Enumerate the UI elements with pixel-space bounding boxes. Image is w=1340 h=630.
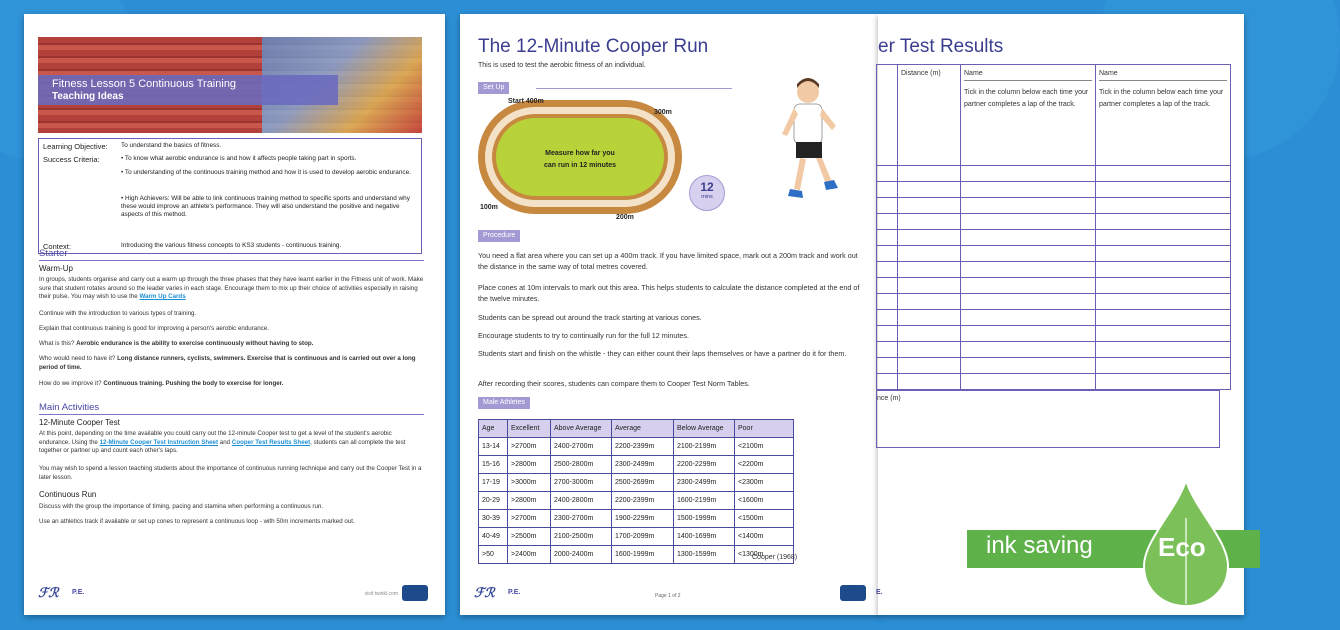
page-footer bbox=[38, 583, 428, 605]
eco-label: Eco bbox=[1158, 532, 1206, 562]
main-paragraph: Discuss with the group the importance of timing, pacing and stamina when performing a continuous run. bbox=[39, 503, 324, 510]
distance-200m-label: 200m bbox=[616, 214, 634, 221]
table-cell: >2400m bbox=[508, 546, 551, 564]
table-row bbox=[877, 198, 1231, 214]
ink-saving-text: ink saving bbox=[986, 532, 1093, 559]
intro-text: This is used to test the aerobic fitness of an individual. bbox=[478, 62, 646, 69]
banner-subtitle: Teaching Ideas bbox=[52, 91, 124, 102]
table-cell: 1500-1999m bbox=[674, 510, 735, 528]
table-row bbox=[479, 474, 794, 492]
table-cell: 1900-2299m bbox=[612, 510, 674, 528]
table-row bbox=[479, 510, 794, 528]
paragraph-text: In groups, students organise and carry out a warm up through the three phases that they have learnt earlier in the Fitness unit of work. Make sure that student rotates around so the leader varies in each stage. Encourage them to mix up their choice of activities especially in raising their pulse. You may wish to use the bbox=[39, 276, 424, 301]
footer-subject: E. bbox=[876, 589, 883, 596]
tick-instructions: Tick in the column below each time your partner completes a lap of the track. bbox=[1099, 89, 1224, 108]
starter-paragraph: Continue with the introduction to various types of training. bbox=[39, 310, 197, 317]
answer-text: Aerobic endurance is the ability to exercise continuously without having to stop. bbox=[76, 340, 314, 347]
procedure-paragraph: Encourage students to try to continually run for the full 12 minutes. bbox=[478, 331, 689, 340]
table-header-row bbox=[479, 420, 794, 438]
table-header-row bbox=[877, 65, 1231, 166]
divider bbox=[536, 88, 732, 89]
table-cell: >2500m bbox=[508, 528, 551, 546]
success-item: • High Achievers: Will be able to link continuous training method to specific sports and understand why these would improve an athlete's performance. They will also understand the positive and negative aspects of this method. bbox=[121, 195, 410, 218]
table-row bbox=[877, 326, 1231, 342]
starter-paragraph bbox=[39, 340, 424, 349]
table-row bbox=[877, 278, 1231, 294]
table-cell: 40-49 bbox=[479, 528, 508, 546]
context-text: Introducing the various fitness concepts to KS3 students - continuous training. bbox=[121, 242, 342, 249]
running-track bbox=[478, 100, 682, 214]
banner-strip bbox=[38, 75, 338, 105]
table-row bbox=[877, 310, 1231, 326]
table-cell: 2300-2499m bbox=[612, 456, 674, 474]
table-cell: >2700m bbox=[508, 438, 551, 456]
table-cell: 2200-2399m bbox=[612, 492, 674, 510]
page-title: er Test Results bbox=[878, 36, 1004, 57]
footer-url[interactable]: visit twinkl.com bbox=[364, 591, 398, 597]
table-row bbox=[479, 492, 794, 510]
table-cell: 15-16 bbox=[479, 456, 508, 474]
table-row bbox=[877, 374, 1231, 390]
warm-up-heading: Warm-Up bbox=[39, 264, 73, 273]
table-cell: <2100m bbox=[735, 438, 794, 456]
procedure-paragraph: After recording their scores, students can compare them to Cooper Test Norm Tables. bbox=[478, 379, 750, 388]
name-column-label: Name bbox=[1099, 70, 1118, 77]
table-header-cell bbox=[961, 65, 1096, 166]
banner-title: Fitness Lesson 5 Continuous Training bbox=[52, 78, 237, 90]
starter-paragraph bbox=[39, 380, 424, 389]
cooper-run-page bbox=[460, 14, 880, 615]
footer-subject: P.E. bbox=[508, 589, 521, 596]
table-cell: <1500m bbox=[735, 510, 794, 528]
procedure-paragraph: Students start and finish on the whistle - they can either count their laps themselves or have a partner do it for them. bbox=[478, 349, 847, 358]
table-header-cell: Average bbox=[612, 420, 674, 438]
table-row bbox=[877, 214, 1231, 230]
table-cell: 1600-1999m bbox=[612, 546, 674, 564]
track-caption-line: can run in 12 minutes bbox=[544, 162, 616, 169]
table-cell: 2500-2699m bbox=[612, 474, 674, 492]
table-header-cell: Excellent bbox=[508, 420, 551, 438]
setup-tag: Set Up bbox=[478, 82, 509, 94]
learning-objective-text: To understand the basics of fitness. bbox=[121, 142, 222, 149]
question-text: Who would need to have it? bbox=[39, 355, 116, 362]
success-item-text: To know what aerobic endurance is and how it affects people taking part in sports. bbox=[124, 155, 357, 162]
table-cell: 2400-2800m bbox=[551, 492, 612, 510]
starter-heading: Starter bbox=[39, 248, 68, 259]
objectives-box bbox=[38, 138, 422, 254]
learning-objective-label: Learning Objective: bbox=[43, 142, 108, 151]
warm-up-cards-link[interactable]: Warm Up Cards bbox=[139, 293, 186, 301]
results-table bbox=[876, 64, 1231, 390]
table-cell: 2100-2500m bbox=[551, 528, 612, 546]
table-header-cell: Age bbox=[479, 420, 508, 438]
start-400m-label: Start 400m bbox=[508, 98, 544, 105]
success-item: • To know what aerobic endurance is and how it affects people taking part in sports. bbox=[121, 155, 357, 162]
table-row bbox=[877, 294, 1231, 310]
table-cell: 1400-1699m bbox=[674, 528, 735, 546]
procedure-paragraph: You need a flat area where you can set up a 400m track. If you have limited space, mark out a 200m track and work out the distance in the same way of total metres covered. bbox=[478, 251, 858, 272]
cooper-norms-table bbox=[478, 419, 794, 564]
track-field bbox=[496, 118, 664, 196]
minutes-number: 12 bbox=[700, 180, 714, 194]
starter-paragraph bbox=[39, 355, 424, 372]
male-athletes-tag: Male Athletes bbox=[478, 397, 530, 409]
table-cell: <2300m bbox=[735, 474, 794, 492]
instruction-sheet-link[interactable]: 12-Minute Cooper Test Instruction Sheet bbox=[99, 438, 219, 446]
table-row bbox=[479, 456, 794, 474]
table-cell: >50 bbox=[479, 546, 508, 564]
divider bbox=[39, 414, 424, 415]
paragraph-text: At this point, depending on the time available you could carry out the 12-minute Cooper test to get a level of the student's aerobic endurance. Using the bbox=[39, 430, 392, 446]
paragraph-text: , students can all complete the test together or partner up and count each other's laps. bbox=[39, 438, 406, 455]
table-cell: 2200-2299m bbox=[674, 456, 735, 474]
success-item-text: To understanding of the continuous training method and how it is used to develop aerobic endurance. bbox=[124, 169, 411, 176]
table-row bbox=[877, 246, 1231, 262]
table-row bbox=[877, 166, 1231, 182]
twinkl-logo-icon bbox=[840, 585, 866, 601]
table-row bbox=[479, 528, 794, 546]
success-item-text: High Achievers: Will be able to link continuous training method to specific sports and understand why these would improve an athlete's performance. They will also understand the positive and negative aspects of this method. bbox=[121, 195, 410, 218]
table-cell: 1700-2099m bbox=[612, 528, 674, 546]
table-cell: 2300-2700m bbox=[551, 510, 612, 528]
track-caption bbox=[496, 148, 664, 172]
results-sheet-link[interactable]: Cooper Test Results Sheet bbox=[231, 438, 311, 446]
main-activities-heading: Main Activities bbox=[39, 402, 100, 413]
table-row bbox=[877, 182, 1231, 198]
lesson-banner bbox=[38, 37, 422, 133]
paragraph-text: and bbox=[219, 438, 231, 446]
table-row bbox=[479, 546, 794, 564]
total-distance-box bbox=[876, 390, 1220, 448]
context-label: Context: bbox=[43, 242, 71, 251]
table-cell: 13-14 bbox=[479, 438, 508, 456]
answer-text: Long distance runners, cyclists, swimmers. Exercise that is continuous and is carried out over a long period of time. bbox=[39, 355, 416, 371]
runner-illustration-icon bbox=[778, 74, 848, 229]
answer-text: Continuous training. Pushing the body to exercise for longer. bbox=[103, 380, 284, 387]
table-cell: 2700-3000m bbox=[551, 474, 612, 492]
table-header-cell: Poor bbox=[735, 420, 794, 438]
table-cell: <1300m bbox=[735, 546, 794, 564]
table-cell: >2700m bbox=[508, 510, 551, 528]
table-source: Cooper (1968) bbox=[752, 554, 798, 561]
table-cell: 2300-2499m bbox=[674, 474, 735, 492]
distance-300m-label: 300m bbox=[654, 109, 672, 116]
name-line bbox=[1099, 68, 1227, 81]
success-criteria-label: Success Criteria: bbox=[43, 155, 100, 164]
success-item: • To understanding of the continuous training method and how it is used to develop aerobic endurance. bbox=[121, 169, 411, 176]
main-paragraph bbox=[39, 430, 424, 456]
question-text: How do we improve it? bbox=[39, 380, 102, 387]
table-header-cell: Above Average bbox=[551, 420, 612, 438]
page-title: The 12-Minute Cooper Run bbox=[478, 36, 709, 57]
table-cell: 30-39 bbox=[479, 510, 508, 528]
procedure-paragraph: Students can be spread out around the track starting at various cones. bbox=[478, 313, 702, 322]
starter-paragraph: Explain that continuous training is good for improving a person's aerobic endurance. bbox=[39, 325, 269, 332]
page-number: Page 1 of 2 bbox=[655, 593, 681, 599]
name-line bbox=[964, 68, 1092, 81]
pe-logo-icon: ℱℛ bbox=[474, 585, 495, 600]
table-cell: 2400-2700m bbox=[551, 438, 612, 456]
name-column-label: Name bbox=[964, 70, 983, 77]
main-paragraph: Use an athletics track if available or set up cones to represent a continuous loop - with 50m increments marked out. bbox=[39, 518, 355, 525]
procedure-paragraph: Place cones at 10m intervals to mark out this area. This helps students to calculate the distance completed at the end of the twelve minutes. bbox=[478, 283, 860, 304]
question-text: What is this? bbox=[39, 340, 75, 347]
table-cell: <1400m bbox=[735, 528, 794, 546]
table-cell: <1600m bbox=[735, 492, 794, 510]
minutes-unit: mins bbox=[701, 194, 713, 200]
lesson-plan-page bbox=[24, 14, 445, 615]
table-cell: >3000m bbox=[508, 474, 551, 492]
pe-logo-icon: ℱℛ bbox=[38, 585, 59, 600]
table-row bbox=[479, 438, 794, 456]
table-row bbox=[877, 342, 1231, 358]
footer-subject: P.E. bbox=[72, 589, 85, 596]
table-cell: 2200-2399m bbox=[612, 438, 674, 456]
table-cell: <2200m bbox=[735, 456, 794, 474]
table-cell: >2800m bbox=[508, 456, 551, 474]
table-row bbox=[877, 262, 1231, 278]
table-cell: 2100-2199m bbox=[674, 438, 735, 456]
starter-paragraph bbox=[39, 276, 424, 302]
table-cell: >2800m bbox=[508, 492, 551, 510]
main-paragraph: You may wish to spend a lesson teaching students about the importance of continuous running technique and carry out the Cooper Test in a later lesson. bbox=[39, 465, 422, 481]
cooper-test-heading: 12-Minute Cooper Test bbox=[39, 418, 120, 427]
procedure-tag: Procedure bbox=[478, 230, 520, 242]
total-distance-label: nce (m) bbox=[877, 395, 901, 402]
tick-instructions: Tick in the column below each time your partner completes a lap of the track. bbox=[964, 89, 1089, 108]
table-cell: 2000-2400m bbox=[551, 546, 612, 564]
table-cell: 1600-2199m bbox=[674, 492, 735, 510]
table-header-cell bbox=[898, 65, 961, 166]
table-row bbox=[877, 358, 1231, 374]
distance-100m-label: 100m bbox=[480, 204, 498, 211]
continuous-run-heading: Continuous Run bbox=[39, 490, 97, 499]
track-caption-line: Measure how far you bbox=[545, 150, 615, 157]
table-cell: 2500-2800m bbox=[551, 456, 612, 474]
table-header-cell: Below Average bbox=[674, 420, 735, 438]
table-cell: 1300-1599m bbox=[674, 546, 735, 564]
distance-column-label: Distance (m) bbox=[901, 70, 941, 77]
twinkl-logo-icon bbox=[402, 585, 428, 601]
twelve-minutes-badge bbox=[689, 175, 725, 211]
table-header-cell bbox=[1096, 65, 1231, 166]
table-header-cell bbox=[877, 65, 898, 166]
table-cell: 20-29 bbox=[479, 492, 508, 510]
table-cell: 17-19 bbox=[479, 474, 508, 492]
divider bbox=[39, 260, 424, 261]
table-row bbox=[877, 230, 1231, 246]
